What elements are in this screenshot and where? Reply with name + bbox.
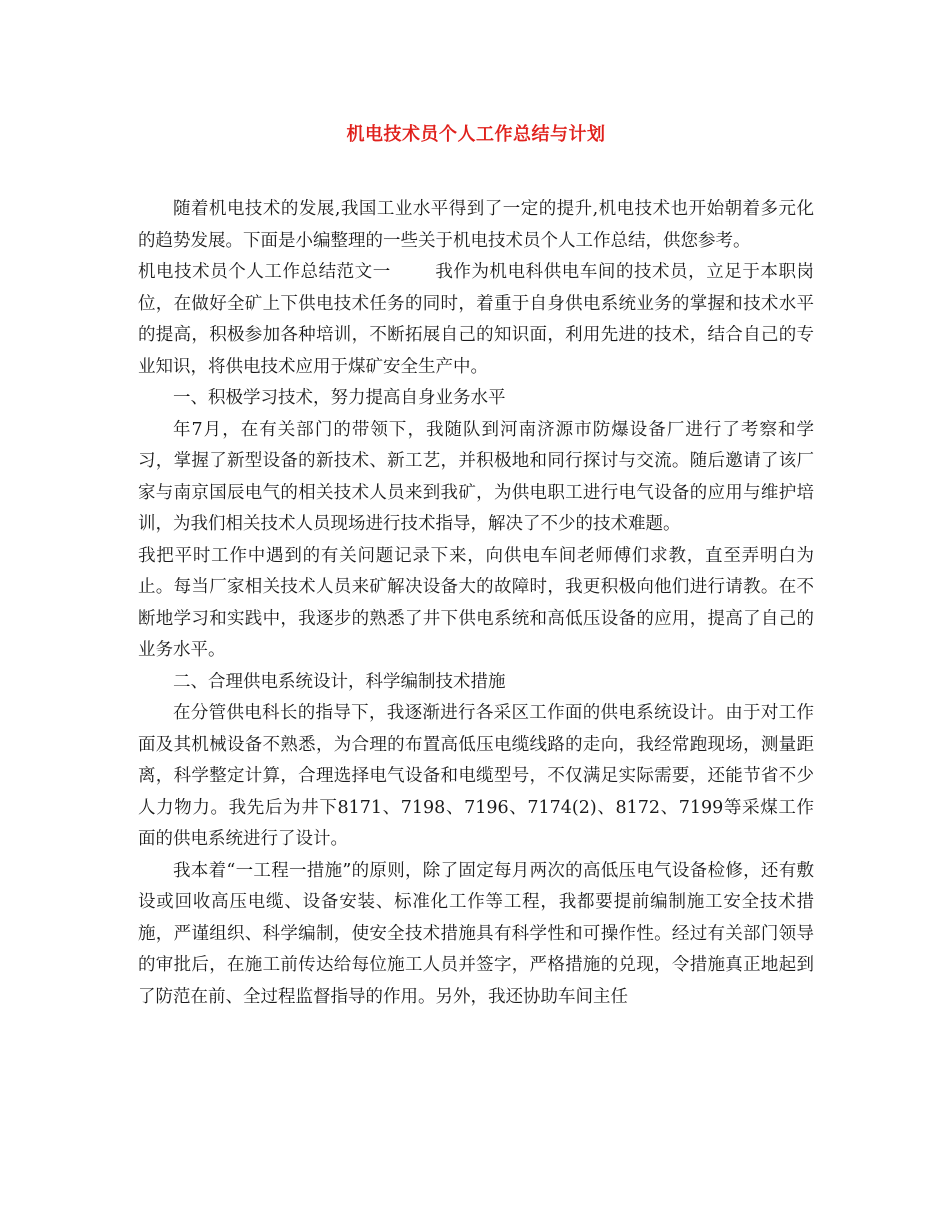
intro-paragraph: 随着机电技术的发展,我国工业水平得到了一定的提升,机电技术也开始朝着多元化的趋势发展。下面是小编整理的一些关于机电技术员个人工作总结，供您参考。	[138, 199, 814, 251]
section1-heading: 一、积极学习技术，努力提高自身业务水平	[173, 388, 506, 408]
section1-paragraph-2: 我把平时工作中遇到的有关问题记录下来，向供电车间老师傅们求教，直至弄明白为止。每当厂家相关技术人员来矿解决设备大的故障时，我更积极向他们进行请教。在不断地学习和实践中，我逐步的熟悉了井下供电系统和高低压设备的应用，提高了自己的业务水平。	[138, 545, 814, 660]
document-title: 机电技术员个人工作总结与计划	[346, 124, 606, 145]
section2-paragraph-2: 我本着“一工程一措施”的原则，除了固定每月两次的高低压电气设备检修，还有敷设或回收高压电缆、设备安装、标准化工作等工程，我都要提前编制施工安全技术措施，严谨组织、科学编制，使安全技术措施具有科学性和可操作性。经过有关部门领导的审批后，在施工前传达给每位施工人员并签字，严格措施的兑现，令措施真正地起到了防范在前、全过程监督指导的作用。另外，我还协助车间主任	[138, 860, 814, 1007]
sample-text: 我作为机电科供电车间的技术员，立足于本职岗位，在做好全矿上下供电技术任务的同时，着重于自身供电系统业务的掌握和技术水平的提高，积极参加各种培训，不断拓展自己的知识面，利用先进的技术，结合自己的专业知识，将供电技术应用于煤矿安全生产中。	[138, 262, 815, 377]
section1-paragraph-1: 年7月，在有关部门的带领下，我随队到河南济源市防爆设备厂进行了考察和学习，掌握了新型设备的新技术、新工艺，并积极地和同行探讨与交流。随后邀请了该厂家与南京国辰电气的相关技术人员来到我矿，为供电职工进行电气设备的应用与维护培训，为我们相关技术人员现场进行技术指导，解决了不少的技术难题。	[138, 419, 814, 534]
section2-heading: 二、合理供电系统设计，科学编制技术措施	[173, 671, 506, 692]
sample-paragraph	[138, 257, 814, 383]
section2-paragraph-1: 在分管供电科长的指导下，我逐渐进行各采区工作面的供电系统设计。由于对工作面及其机械设备不熟悉，为合理的布置高低压电缆线路的走向，我经常跑现场，测量距离，科学整定计算，合理选择电气设备和电缆型号，不仅满足实际需要，还能节省不少人力物力。我先后为井下8171、7198、7196、7174(2)、8172、7199等采煤工作面的供电系统进行了设计。	[138, 703, 814, 849]
sample-label: 机电技术员个人工作总结范文一	[138, 262, 391, 282]
